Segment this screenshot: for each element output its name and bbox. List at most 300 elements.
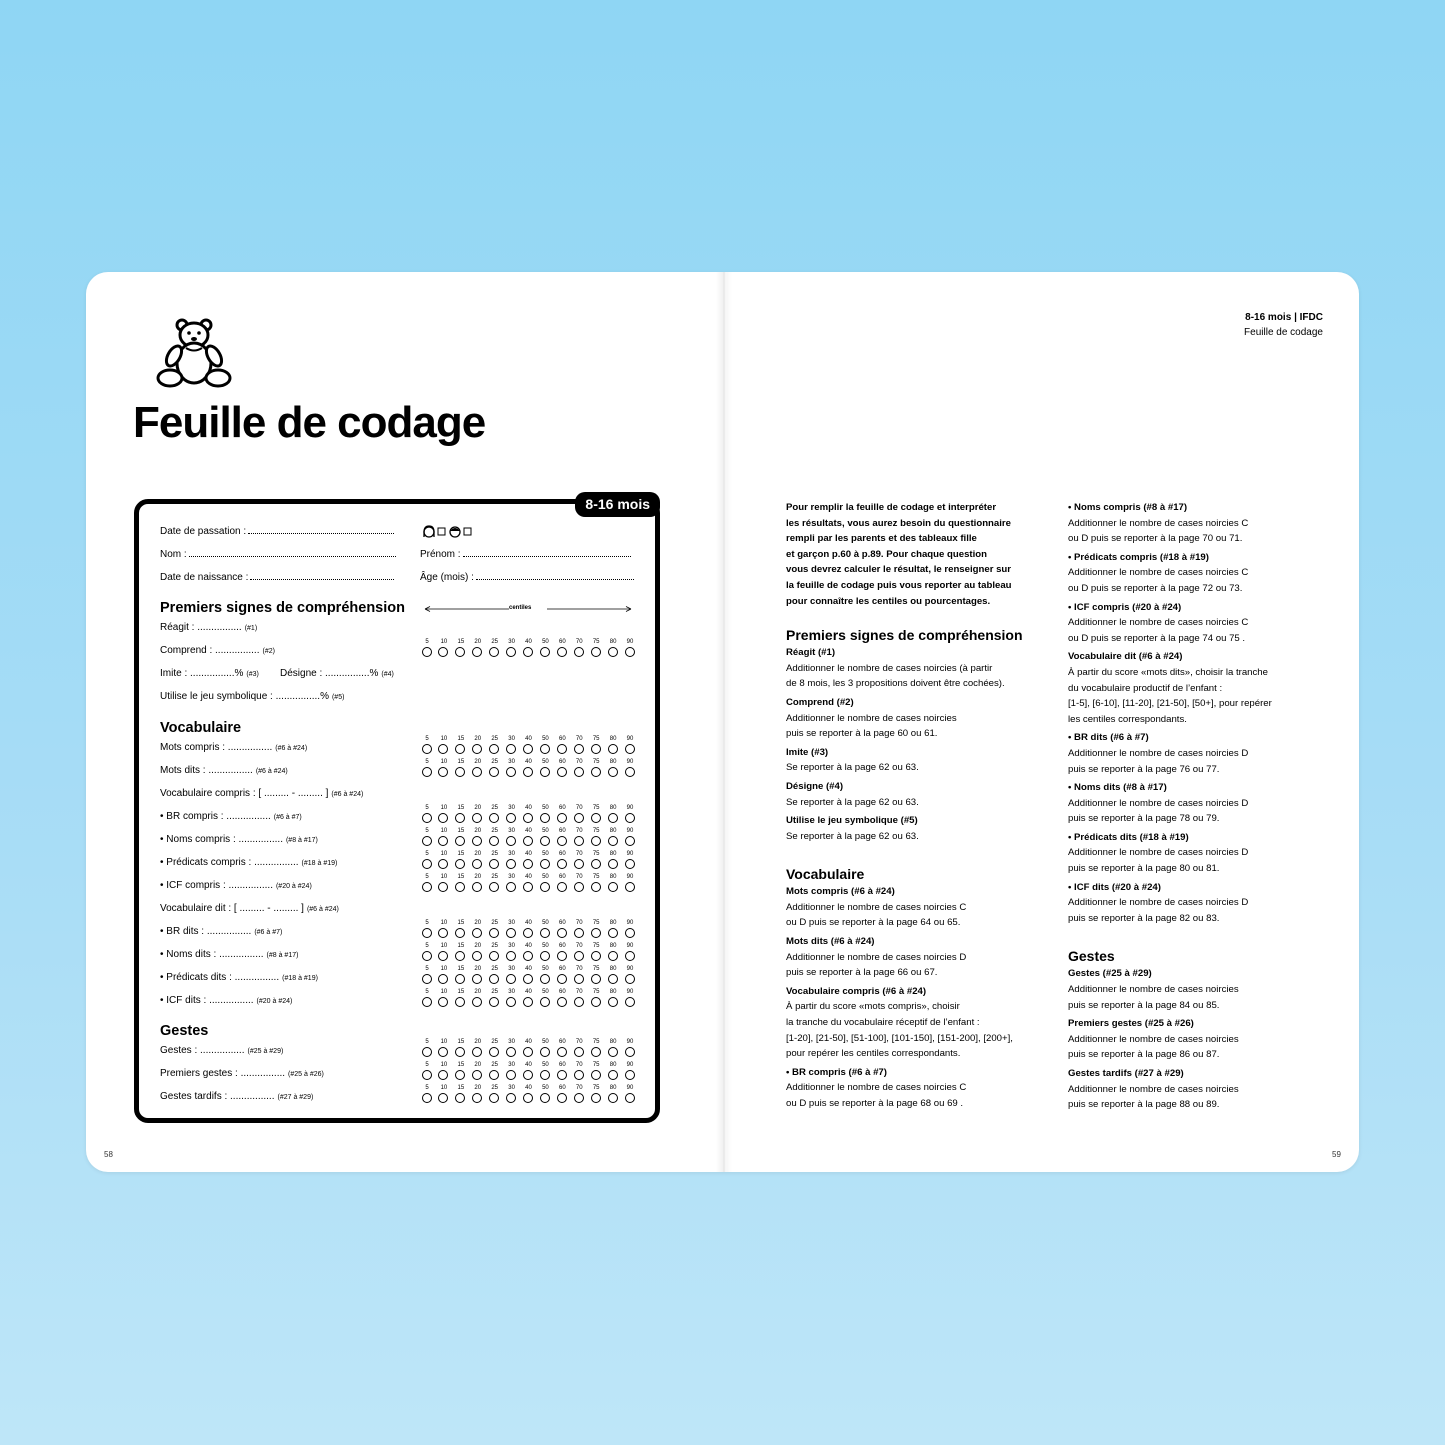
centile-tick-label: 10 [440, 851, 448, 857]
centile-circle[interactable] [574, 997, 584, 1007]
centile-circle[interactable] [455, 836, 465, 846]
instructions-column-1 [786, 500, 1036, 1112]
date-naissance-field[interactable]: Date de naissance : [160, 571, 394, 583]
centile-circle[interactable] [557, 744, 567, 754]
centile-circle[interactable] [625, 813, 635, 823]
centile-circle[interactable] [591, 836, 601, 846]
centile-circle[interactable] [489, 997, 499, 1007]
row-mots-compris: Mots compris : ................ (#6 à #24) [160, 742, 308, 753]
centile-tick-label: 10 [440, 805, 448, 811]
centile-circle[interactable] [506, 859, 516, 869]
centile-circle[interactable] [506, 951, 516, 961]
centile-tick-label: 30 [508, 851, 515, 857]
centile-circle[interactable] [506, 1047, 516, 1057]
centile-tick-label: 50 [542, 851, 549, 857]
centile-tick-label: 70 [575, 943, 583, 949]
centile-circle[interactable] [472, 647, 482, 657]
row-icf-compris: • ICF compris : ................ (#20 à #24) [160, 880, 312, 891]
date-passation-field[interactable]: Date de passation : [160, 525, 394, 537]
centile-tick-label: 40 [525, 1085, 532, 1091]
centile-circle[interactable] [438, 974, 448, 984]
centile-circle[interactable] [438, 882, 448, 892]
centile-circle[interactable] [591, 882, 601, 892]
centile-circle[interactable] [625, 836, 635, 846]
centile-circle[interactable] [438, 744, 448, 754]
item-icf-compris: • ICF compris (#20 à #24) Additionner le nombre de cases noircies C ou D puis se reporter à la page 74 ou 75 . [1068, 601, 1249, 644]
centile-circle[interactable] [455, 997, 465, 1007]
centile-circle[interactable] [422, 744, 432, 754]
centile-tick-label: 30 [508, 1085, 515, 1091]
centile-circle[interactable] [523, 744, 533, 754]
centile-circle[interactable] [489, 767, 499, 777]
centile-tick-label: 10 [440, 1085, 448, 1091]
centile-circle[interactable] [455, 767, 465, 777]
centile-tick-label: 20 [474, 1039, 482, 1045]
centile-circle[interactable] [523, 882, 533, 892]
centile-circle[interactable] [472, 951, 482, 961]
section-vocabulaire-title: Vocabulaire [160, 720, 242, 736]
centile-tick-label: 30 [508, 1039, 515, 1045]
instructions-column-2 [1068, 500, 1308, 1113]
centile-circle[interactable] [625, 859, 635, 869]
centile-circle[interactable] [489, 813, 499, 823]
centile-tick-label: 5 [425, 920, 429, 926]
centile-circle[interactable] [489, 1093, 499, 1103]
centile-tick-label: 30 [508, 1062, 515, 1068]
centile-tick-label: 40 [525, 851, 532, 857]
centile-circle[interactable] [506, 1093, 516, 1103]
centile-tick-label: 30 [508, 966, 515, 972]
centile-scale-mots-dits [424, 759, 634, 781]
open-book [86, 272, 1359, 1172]
centile-circle[interactable] [574, 882, 584, 892]
centile-circle[interactable] [608, 1047, 618, 1057]
centile-circle[interactable] [608, 951, 618, 961]
centile-tick-label: 20 [474, 828, 482, 834]
centile-circle[interactable] [574, 859, 584, 869]
centile-tick-label: 70 [575, 828, 583, 834]
teddy-bear-icon [156, 318, 232, 390]
centile-tick-label: 75 [592, 828, 600, 834]
centile-circle[interactable] [540, 928, 550, 938]
centile-circle[interactable] [625, 1047, 635, 1057]
centile-tick-label: 10 [440, 639, 448, 645]
row-noms-dits: • Noms dits : ................ (#8 à #17) [160, 949, 299, 960]
centile-circle[interactable] [523, 928, 533, 938]
centile-circle[interactable] [523, 997, 533, 1007]
centile-circle[interactable] [608, 859, 618, 869]
centile-circle[interactable] [438, 1047, 448, 1057]
centile-circle[interactable] [574, 1070, 584, 1080]
centile-circle[interactable] [540, 997, 550, 1007]
centile-circle[interactable] [608, 928, 618, 938]
centile-circle[interactable] [574, 647, 584, 657]
centile-circle[interactable] [455, 1070, 465, 1080]
boy-checkbox[interactable] [464, 528, 471, 535]
centile-circle[interactable] [591, 974, 601, 984]
centile-circle[interactable] [489, 882, 499, 892]
centile-circle[interactable] [574, 928, 584, 938]
centile-scale-noms-dits [424, 943, 634, 965]
centile-circle[interactable] [608, 882, 618, 892]
centile-tick-label: 90 [626, 1062, 634, 1068]
centile-circle[interactable] [506, 767, 516, 777]
centile-circle[interactable] [455, 928, 465, 938]
centile-tick-label: 75 [592, 989, 600, 995]
centile-tick-label: 90 [626, 989, 634, 995]
centile-tick-label: 15 [457, 851, 465, 857]
centile-tick-label: 5 [425, 851, 429, 857]
centile-circle[interactable] [591, 1047, 601, 1057]
centile-circle[interactable] [608, 997, 618, 1007]
centile-circle[interactable] [472, 859, 482, 869]
centile-circle[interactable] [540, 836, 550, 846]
centile-tick-label: 25 [491, 736, 498, 742]
centile-circle[interactable] [422, 997, 432, 1007]
centile-circle[interactable] [523, 813, 533, 823]
centile-circle[interactable] [540, 882, 550, 892]
centile-circle[interactable] [557, 647, 567, 657]
centile-tick-label: 5 [425, 989, 429, 995]
row-vocabulaire-dit: Vocabulaire dit : [ ......... - ......... ] (#6 à #24) [160, 903, 339, 914]
centile-circle[interactable] [574, 1093, 584, 1103]
centile-circle[interactable] [422, 647, 432, 657]
centile-tick-label: 10 [440, 736, 448, 742]
centile-circle[interactable] [625, 1070, 635, 1080]
centile-circle[interactable] [422, 1047, 432, 1057]
centile-tick-label: 15 [457, 1062, 465, 1068]
centile-tick-label: 80 [609, 759, 617, 765]
centile-tick-label: 50 [542, 989, 549, 995]
centile-circle[interactable] [523, 836, 533, 846]
centile-tick-label: 60 [558, 1062, 566, 1068]
centile-tick-label: 30 [508, 736, 515, 742]
intro-paragraph: Pour remplir la feuille de codage et interpréter les résultats, vous aurez besoin du questionnaire rempli par les parents et des tableaux fille et garçon p.60 à p.89. Pour chaque question vous devrez calculer le résultat, le renseigner sur la feuille de codage puis vous reporter au tableau pour connaître les centiles ou pourcentages. [786, 502, 1012, 607]
centile-circle[interactable] [557, 836, 567, 846]
centile-circle[interactable] [557, 1070, 567, 1080]
centile-circle[interactable] [608, 1070, 618, 1080]
centile-circle[interactable] [574, 951, 584, 961]
centile-circle[interactable] [574, 974, 584, 984]
coding-sheet [134, 496, 660, 1123]
centile-tick-label: 10 [440, 989, 448, 995]
centile-circle[interactable] [455, 951, 465, 961]
centile-circle[interactable] [523, 974, 533, 984]
centile-tick-label: 25 [491, 805, 498, 811]
centile-circle[interactable] [591, 744, 601, 754]
centile-circle[interactable] [557, 951, 567, 961]
row-comprend: Comprend : ................ (#2) [160, 645, 275, 656]
centile-circle[interactable] [557, 882, 567, 892]
centile-circle[interactable] [438, 997, 448, 1007]
centile-circle[interactable] [422, 859, 432, 869]
centile-circle[interactable] [608, 836, 618, 846]
centile-circle[interactable] [557, 997, 567, 1007]
centile-tick-label: 5 [425, 1085, 429, 1091]
centile-tick-label: 80 [609, 874, 617, 880]
centile-circle[interactable] [455, 882, 465, 892]
centile-circle[interactable] [506, 997, 516, 1007]
centile-circle[interactable] [574, 767, 584, 777]
centile-circle[interactable] [489, 974, 499, 984]
centile-tick-label: 25 [491, 639, 498, 645]
centile-tick-label: 75 [592, 874, 600, 880]
centile-tick-label: 15 [457, 1085, 465, 1091]
centile-tick-label: 80 [609, 1062, 617, 1068]
centile-tick-label: 5 [425, 805, 429, 811]
centile-circle[interactable] [489, 647, 499, 657]
centile-circle[interactable] [574, 836, 584, 846]
centile-tick-label: 70 [575, 759, 583, 765]
centile-circle[interactable] [422, 1070, 432, 1080]
centile-circle[interactable] [506, 813, 516, 823]
centile-circle[interactable] [422, 951, 432, 961]
centile-tick-label: 70 [575, 966, 583, 972]
centile-circle[interactable] [540, 951, 550, 961]
centile-circle[interactable] [625, 997, 635, 1007]
centile-tick-label: 15 [457, 874, 465, 880]
centile-scale-br-compris [424, 805, 634, 827]
centile-circle[interactable] [489, 928, 499, 938]
centile-circle[interactable] [438, 928, 448, 938]
centile-circle[interactable] [489, 859, 499, 869]
centile-circle[interactable] [625, 974, 635, 984]
centile-circle[interactable] [422, 813, 432, 823]
centile-circle[interactable] [523, 647, 533, 657]
centile-circle[interactable] [574, 1047, 584, 1057]
centile-circle[interactable] [557, 859, 567, 869]
centile-circle[interactable] [608, 974, 618, 984]
centile-tick-label: 90 [626, 874, 634, 880]
centile-circle[interactable] [557, 1093, 567, 1103]
centile-circle[interactable] [438, 1093, 448, 1103]
centile-tick-label: 50 [542, 966, 549, 972]
centile-circle[interactable] [472, 1047, 482, 1057]
centile-tick-label: 5 [425, 759, 429, 765]
item-br-dits: • BR dits (#6 à #7) Additionner le nombre de cases noircies D puis se reporter à la page 76 ou 77. [1068, 732, 1249, 775]
centile-circle[interactable] [557, 767, 567, 777]
row-gestes-tardifs: Gestes tardifs : ................ (#27 à #29) [160, 1091, 314, 1102]
centile-circle[interactable] [523, 1047, 533, 1057]
centile-tick-label: 50 [542, 759, 549, 765]
centile-circle[interactable] [506, 744, 516, 754]
section-gestes-title: Gestes [160, 1023, 209, 1039]
centile-circle[interactable] [455, 974, 465, 984]
centile-circle[interactable] [591, 859, 601, 869]
centile-circle[interactable] [438, 859, 448, 869]
centile-scale-gestes-tardifs [424, 1085, 634, 1107]
centile-circle[interactable] [506, 928, 516, 938]
centile-circle[interactable] [540, 1047, 550, 1057]
centile-tick-label: 80 [609, 851, 617, 857]
centile-circle[interactable] [523, 767, 533, 777]
centile-tick-label: 90 [626, 920, 634, 926]
centile-tick-label: 5 [425, 736, 429, 742]
centile-circle[interactable] [574, 813, 584, 823]
centile-circle[interactable] [591, 813, 601, 823]
centile-circle[interactable] [438, 767, 448, 777]
centile-tick-label: 60 [558, 943, 566, 949]
centile-circle[interactable] [472, 813, 482, 823]
centile-circle[interactable] [625, 928, 635, 938]
row-predicats-compris: • Prédicats compris : ................ (#18 à #19) [160, 857, 338, 868]
centile-tick-label: 30 [508, 920, 515, 926]
centile-circle[interactable] [422, 836, 432, 846]
centile-tick-label: 40 [525, 736, 532, 742]
centile-tick-label: 75 [592, 805, 600, 811]
centile-circle[interactable] [455, 813, 465, 823]
centile-circle[interactable] [523, 951, 533, 961]
centile-circle[interactable] [608, 813, 618, 823]
centile-circle[interactable] [455, 1093, 465, 1103]
centile-circle[interactable] [472, 974, 482, 984]
centile-tick-label: 20 [474, 851, 482, 857]
centile-circle[interactable] [625, 767, 635, 777]
centile-circle[interactable] [557, 1047, 567, 1057]
item-reagit: Réagit (#1) Additionner le nombre de cases noircies (à partir de 8 mois, les 3 propositions doivent être cochées). [786, 647, 1005, 690]
centile-circle[interactable] [557, 974, 567, 984]
centile-tick-label: 80 [609, 943, 617, 949]
centile-scale-predicats-compris [424, 851, 634, 873]
centile-circle[interactable] [438, 813, 448, 823]
centile-circle[interactable] [591, 997, 601, 1007]
centile-circle[interactable] [557, 928, 567, 938]
girl-icon [424, 526, 434, 537]
item-noms-compris: • Noms compris (#8 à #17) Additionner le nombre de cases noircies C ou D puis se reporter à la page 70 ou 71. [1068, 502, 1249, 545]
centile-tick-label: 25 [491, 1062, 498, 1068]
item-predicats-compris: • Prédicats compris (#18 à #19) Additionner le nombre de cases noircies C ou D puis se reporter à la page 72 ou 73. [1068, 551, 1249, 594]
centile-tick-label: 80 [609, 1039, 617, 1045]
row-gestes: Gestes : ................ (#25 à #29) [160, 1045, 284, 1056]
centile-circle[interactable] [540, 744, 550, 754]
centile-circle[interactable] [625, 882, 635, 892]
centile-circle[interactable] [591, 1070, 601, 1080]
centile-circle[interactable] [506, 974, 516, 984]
centile-tick-label: 25 [491, 989, 498, 995]
centile-tick-label: 40 [525, 920, 532, 926]
centile-circle[interactable] [489, 1047, 499, 1057]
centile-tick-label: 60 [558, 736, 566, 742]
centile-circle[interactable] [540, 1070, 550, 1080]
centile-circle[interactable] [489, 951, 499, 961]
centile-circle[interactable] [591, 951, 601, 961]
centile-circle[interactable] [608, 647, 618, 657]
centile-circle[interactable] [472, 767, 482, 777]
centile-circle[interactable] [472, 1093, 482, 1103]
centile-circle[interactable] [422, 882, 432, 892]
centile-tick-label: 5 [425, 1062, 429, 1068]
centile-scale-gestes [424, 1039, 634, 1061]
centile-circle[interactable] [608, 1093, 618, 1103]
centile-circle[interactable] [472, 997, 482, 1007]
centile-tick-label: 25 [491, 828, 498, 834]
centile-tick-label: 90 [626, 851, 634, 857]
centile-tick-label: 50 [542, 943, 549, 949]
centile-tick-label: 40 [525, 759, 532, 765]
centile-circle[interactable] [591, 767, 601, 777]
centile-circle[interactable] [472, 744, 482, 754]
girl-checkbox[interactable] [438, 528, 445, 535]
centile-circle[interactable] [506, 836, 516, 846]
centile-circle[interactable] [506, 1070, 516, 1080]
centile-circle[interactable] [422, 974, 432, 984]
centile-circle[interactable] [540, 974, 550, 984]
centile-circle[interactable] [625, 647, 635, 657]
centile-circle[interactable] [438, 1070, 448, 1080]
centile-circle[interactable] [523, 1093, 533, 1103]
centile-tick-label: 15 [457, 639, 465, 645]
centile-circle[interactable] [540, 1093, 550, 1103]
centile-circle[interactable] [422, 1093, 432, 1103]
centile-circle[interactable] [472, 1070, 482, 1080]
centile-circle[interactable] [506, 647, 516, 657]
centile-circle[interactable] [540, 767, 550, 777]
centile-circle[interactable] [489, 744, 499, 754]
centile-circle[interactable] [422, 928, 432, 938]
centile-scale-icf-dits [424, 989, 634, 1011]
centile-circle[interactable] [608, 744, 618, 754]
centile-tick-label: 30 [508, 874, 515, 880]
nom-field[interactable]: Nom : [160, 548, 396, 560]
centile-circle[interactable] [574, 744, 584, 754]
prenom-field[interactable]: Prénom : [420, 548, 631, 560]
centile-circle[interactable] [540, 813, 550, 823]
centile-tick-label: 30 [508, 943, 515, 949]
centile-tick-label: 10 [440, 943, 448, 949]
centile-circle[interactable] [591, 1093, 601, 1103]
page-title: Feuille de codage [133, 398, 486, 447]
centile-circle[interactable] [591, 647, 601, 657]
centile-circle[interactable] [455, 1047, 465, 1057]
centile-circle[interactable] [489, 1070, 499, 1080]
centile-circle[interactable] [455, 744, 465, 754]
centile-circle[interactable] [438, 951, 448, 961]
age-mois-field[interactable]: Âge (mois) : [420, 571, 634, 583]
centile-circle[interactable] [489, 836, 499, 846]
centile-circle[interactable] [438, 647, 448, 657]
age-range-tab: 8-16 mois [575, 492, 660, 517]
centile-circle[interactable] [472, 836, 482, 846]
centile-circle[interactable] [591, 928, 601, 938]
centile-tick-label: 20 [474, 805, 482, 811]
item-comprend: Comprend (#2) Additionner le nombre de cases noircies puis se reporter à la page 60 ou 61. [786, 696, 957, 740]
centile-circle[interactable] [455, 647, 465, 657]
centile-circle[interactable] [608, 767, 618, 777]
centile-tick-label: 25 [491, 943, 498, 949]
centile-circle[interactable] [523, 1070, 533, 1080]
centile-tick-label: 25 [491, 1085, 498, 1091]
centile-circle[interactable] [422, 767, 432, 777]
centile-circle[interactable] [455, 859, 465, 869]
centile-circle[interactable] [625, 951, 635, 961]
centile-circle[interactable] [557, 813, 567, 823]
centile-circle[interactable] [472, 928, 482, 938]
centile-tick-label: 40 [525, 828, 532, 834]
centile-tick-label: 75 [592, 1062, 600, 1068]
centile-circle[interactable] [540, 859, 550, 869]
centile-tick-label: 40 [525, 989, 532, 995]
centile-circle[interactable] [625, 744, 635, 754]
centile-circle[interactable] [472, 882, 482, 892]
centile-tick-label: 15 [457, 943, 465, 949]
centile-tick-label: 25 [491, 851, 498, 857]
centile-circle[interactable] [625, 1093, 635, 1103]
centile-circle[interactable] [506, 882, 516, 892]
centile-tick-label: 60 [558, 1039, 566, 1045]
centile-circle[interactable] [438, 836, 448, 846]
centile-circle[interactable] [540, 647, 550, 657]
centile-circle[interactable] [523, 859, 533, 869]
